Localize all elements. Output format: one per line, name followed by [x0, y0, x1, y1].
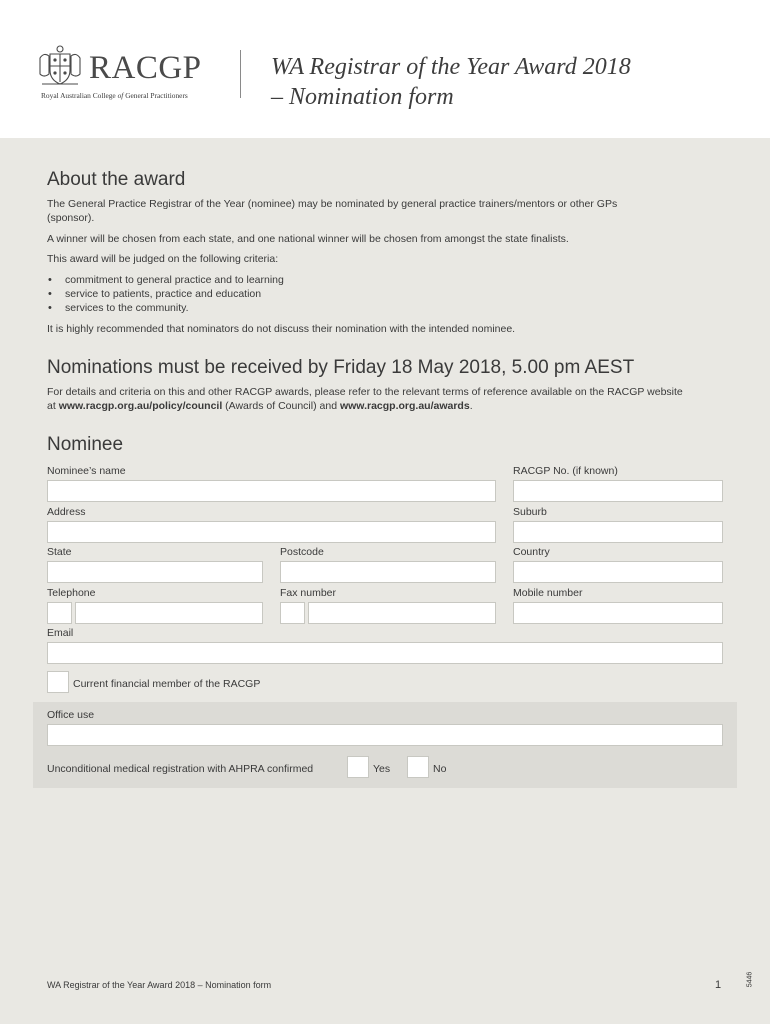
suburb-label: Suburb: [513, 506, 547, 518]
document-title: WA Registrar of the Year Award 2018 – Nomination form: [271, 54, 631, 110]
ahpra-label: Unconditional medical registration with AHPRA confirmed: [47, 763, 314, 775]
about-para-1: The General Practice Registrar of the Year (nominee) may be nominated by general practice trainers/mentors or other GPs (sponsor).: [47, 198, 618, 224]
email-field[interactable]: [47, 642, 723, 664]
about-para-4: It is highly recommended that nominators do not discuss their nomination with the intended nominee.: [47, 323, 516, 335]
logo-subtitle: Royal Australian College of General Practitioners: [41, 91, 188, 100]
fax-label: Fax number: [280, 587, 337, 599]
awards-link[interactable]: www.racgp.org.au/awards: [339, 400, 470, 412]
racgp-no-label: RACGP No. (if known): [513, 465, 618, 477]
deadline-details: For details and criteria on this and other RACGP awards, please refer to the relevant terms of reference available on the RACGP website at www.racgp.org.au/policy/council (Awards of Council) and www.racgp.org.au/awards.: [47, 386, 683, 412]
country-label: Country: [513, 546, 550, 558]
nominee-name-label: Nominee’s name: [47, 465, 126, 477]
footer-title: WA Registrar of the Year Award 2018 – Nomination form: [47, 980, 272, 990]
telephone-field[interactable]: [75, 602, 263, 624]
postcode-field[interactable]: [280, 561, 496, 583]
council-link[interactable]: www.racgp.org.au/policy/council: [58, 400, 223, 412]
member-checkbox-label: Current financial member of the RACGP: [73, 678, 261, 690]
fax-area-code-field[interactable]: [280, 602, 305, 624]
list-item: • commitment to general practice and to learning: [47, 273, 284, 287]
about-para-3: This award will be judged on the following criteria:: [47, 253, 279, 265]
member-checkbox[interactable]: [47, 671, 69, 693]
racgp-crest-icon: [36, 44, 84, 88]
deadline-heading: Nominations must be received by Friday 18 May 2018, 5.00 pm AEST: [47, 357, 635, 378]
fax-field[interactable]: [308, 602, 496, 624]
document-code: 5446: [746, 971, 754, 988]
about-heading: About the award: [47, 169, 186, 190]
page-header: [0, 0, 770, 138]
about-para-2: A winner will be chosen from each state, and one national winner will be chosen from amongst the state finalists.: [47, 233, 569, 245]
list-item: • service to patients, practice and education: [47, 287, 284, 301]
criteria-list: [47, 273, 284, 315]
telephone-area-code-field[interactable]: [47, 602, 72, 624]
address-field[interactable]: [47, 521, 496, 543]
address-label: Address: [47, 506, 86, 518]
email-label: Email: [47, 627, 74, 639]
mobile-field[interactable]: [513, 602, 723, 624]
nominee-heading: Nominee: [47, 434, 124, 455]
ahpra-no-label: No: [433, 763, 447, 775]
office-use-label: Office use: [47, 709, 95, 721]
ahpra-yes-checkbox[interactable]: [347, 756, 369, 778]
telephone-label: Telephone: [47, 587, 96, 599]
list-item: • services to the community.: [47, 301, 284, 315]
nominee-name-field[interactable]: [47, 480, 496, 502]
country-field[interactable]: [513, 561, 723, 583]
state-field[interactable]: [47, 561, 263, 583]
mobile-label: Mobile number: [513, 587, 583, 599]
racgp-no-field[interactable]: [513, 480, 723, 502]
postcode-label: Postcode: [280, 546, 324, 558]
office-use-field[interactable]: [47, 724, 723, 746]
ahpra-no-checkbox[interactable]: [407, 756, 429, 778]
header-divider: [240, 50, 241, 98]
logo-wordmark: RACGP: [89, 50, 202, 86]
suburb-field[interactable]: [513, 521, 723, 543]
ahpra-yes-label: Yes: [373, 763, 391, 775]
page-number: 1: [715, 979, 722, 991]
state-label: State: [47, 546, 72, 558]
